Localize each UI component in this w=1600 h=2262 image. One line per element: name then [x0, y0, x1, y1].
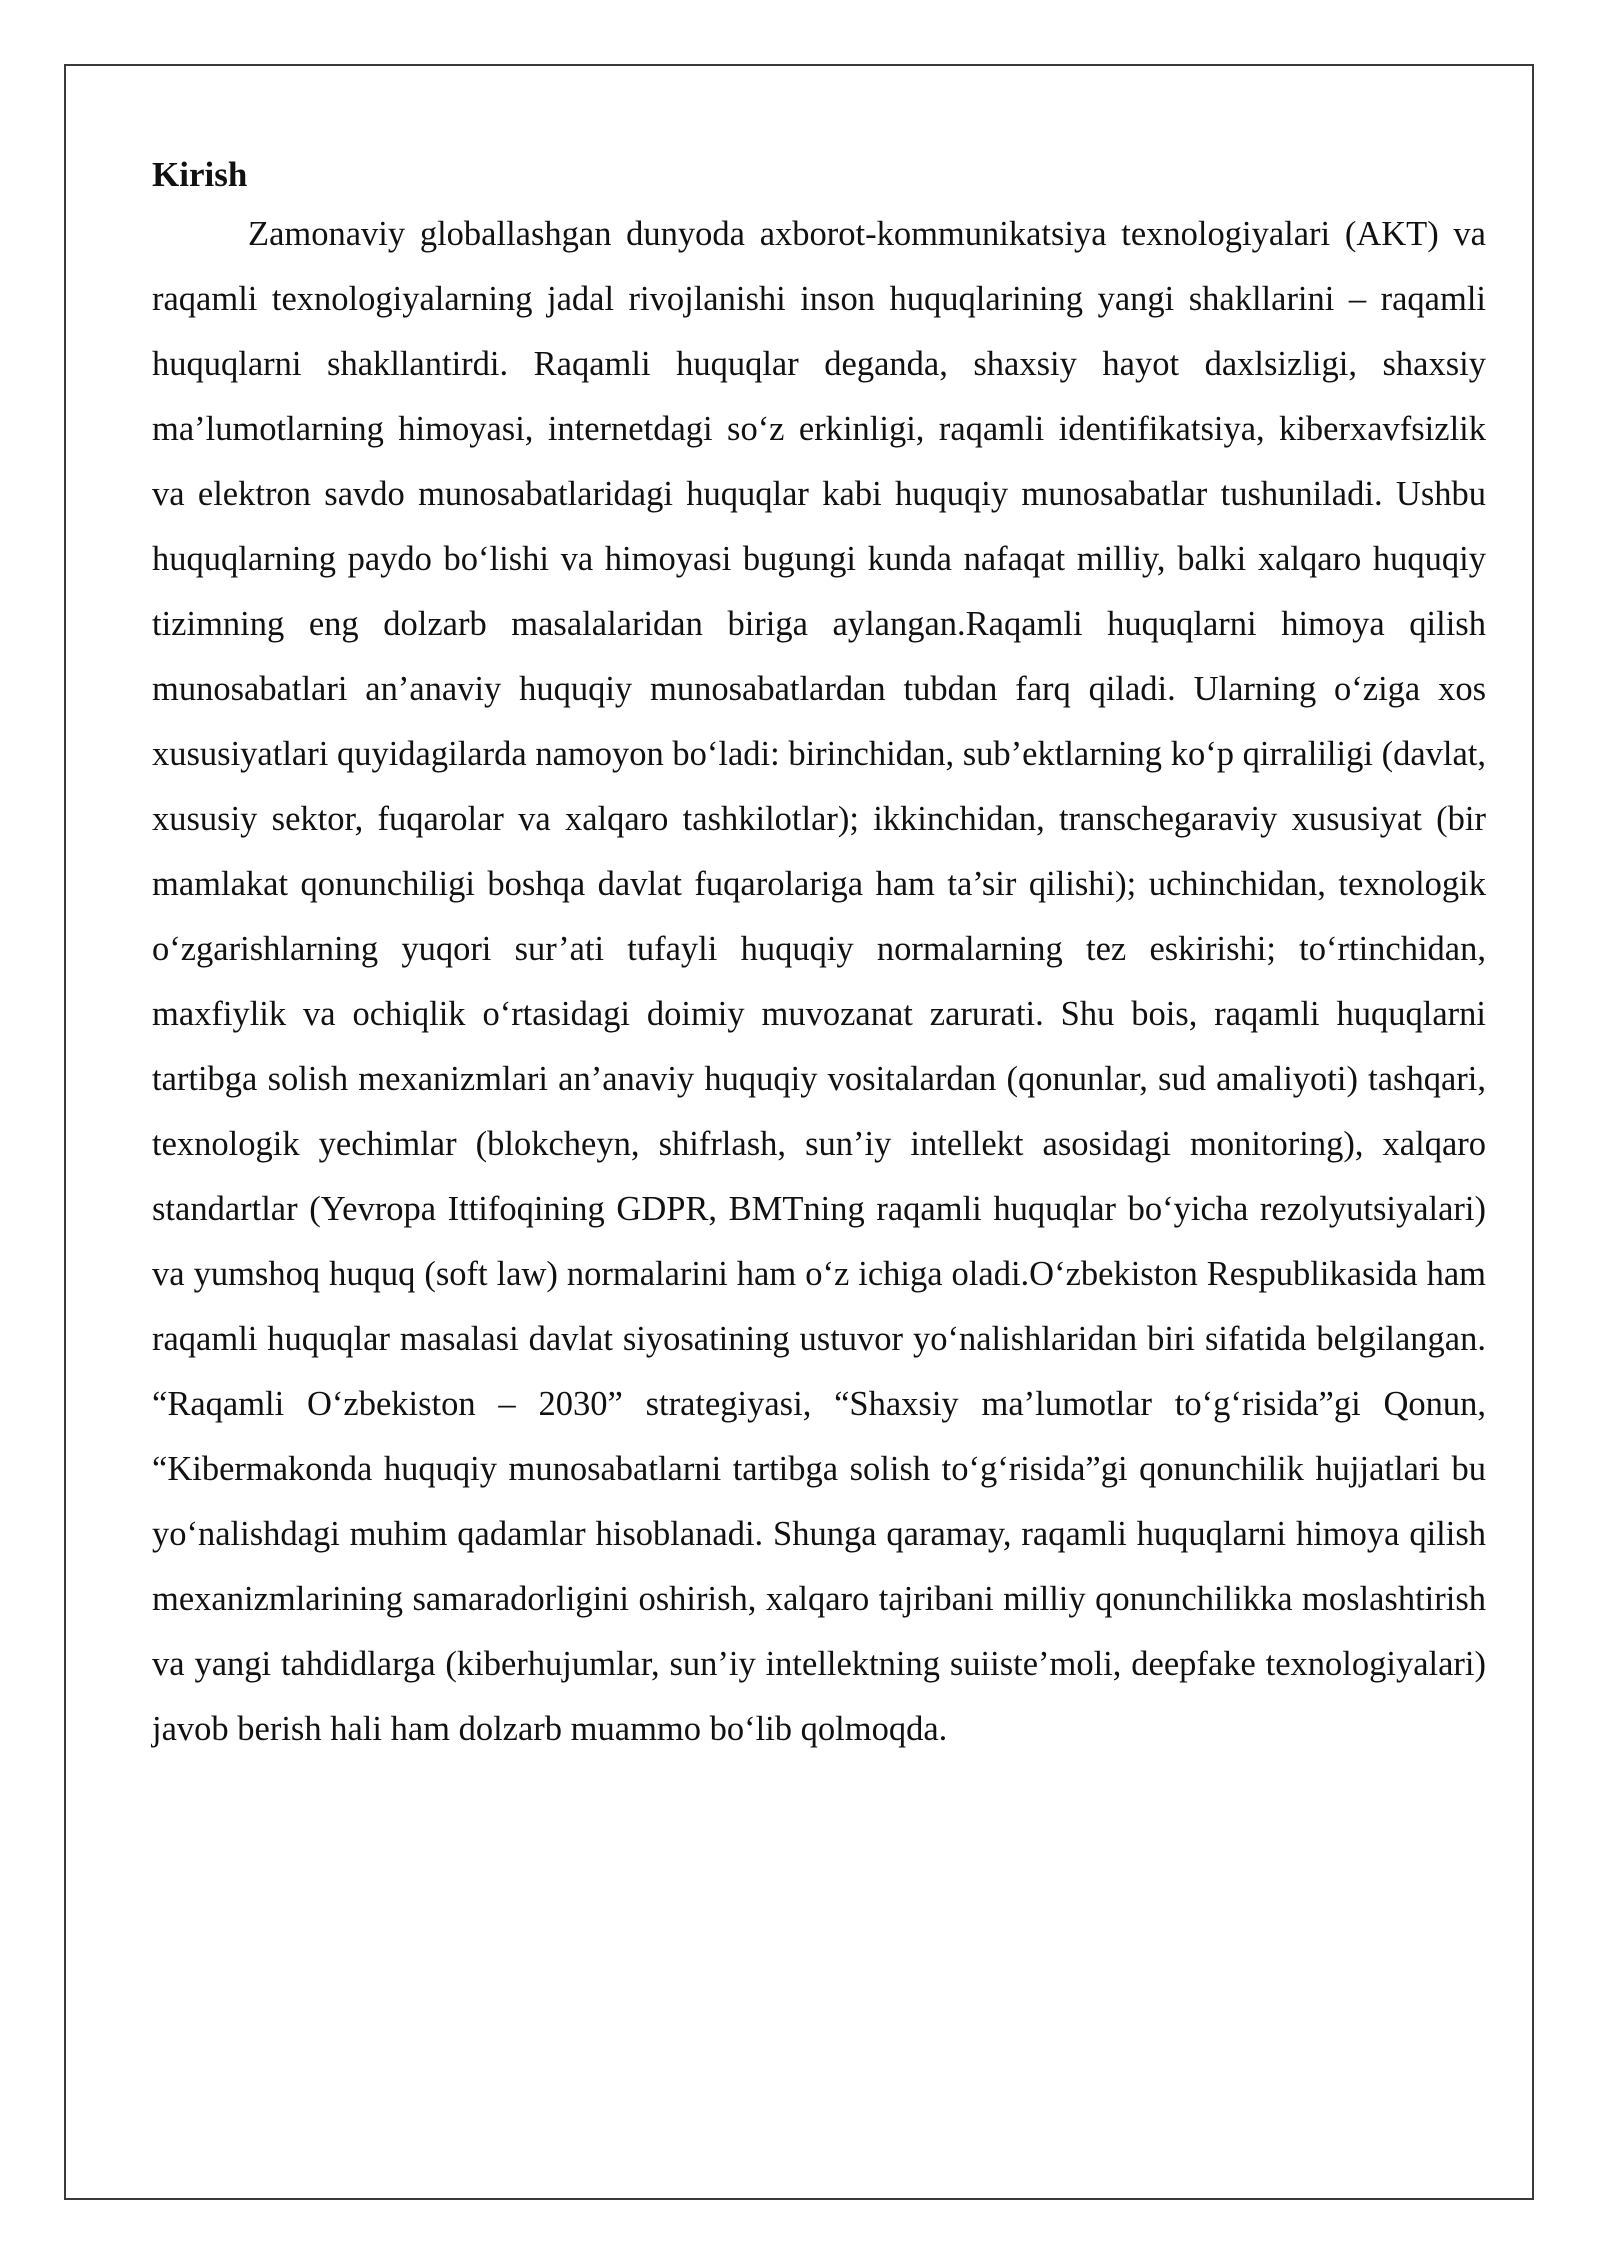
section-heading: Kirish [152, 155, 248, 194]
document-body [152, 148, 1486, 1762]
body-paragraph: Zamonaviy globallashgan dunyoda axborot-kommunikatsiya texnologiyalari (AKT) va raqamli texnologiyalarning jadal rivojlanishi inson huquqlarining yangi shakllarini – raqamli huquqlarni shakllantirdi. Raqamli huquqlar deganda, shaxsiy hayot daxlsizligi, shaxsiy ma’lumotlarning himoyasi, internetdagi so‘z erkinligi, raqamli identifikatsiya, kiberxavfsizlik va elektron savdo munosabatlaridagi huquqlar kabi huquqiy munosabatlar tushuniladi. Ushbu huquqlarning paydo bo‘lishi va himoyasi bugungi kunda nafaqat milliy, balki xalqaro huquqiy tizimning eng dolzarb masalalaridan biriga aylangan.Raqamli huquqlarni himoya qilish munosabatlari an’anaviy huquqiy munosabatlardan tubdan farq qiladi. Ularning o‘ziga xos xususiyatlari quyidagilarda namoyon bo‘ladi: birinchidan, sub’ektlarning ko‘p qirraliligi (davlat, xususiy sektor, fuqarolar va xalqaro tashkilotlar); ikkinchidan, transchegaraviy xususiyat (bir mamlakat qonunchiligi boshqa davlat fuqarolariga ham ta’sir qilishi); uchinchidan, texnologik o‘zgarishlarning yuqori sur’ati tufayli huquqiy normalarning tez eskirishi; to‘rtinchidan, maxfiylik va ochiqlik o‘rtasidagi doimiy muvozanat zarurati. Shu bois, raqamli huquqlarni tartibga solish mexanizmlari an’anaviy huquqiy vositalardan (qonunlar, sud amaliyoti) tashqari, texnologik yechimlar (blokcheyn, shifrlash, sun’iy intellekt asosidagi monitoring), xalqaro standartlar (Yevropa Ittifoqining GDPR, BMTning raqamli huquqlar bo‘yicha rezolyutsiyalari) va yumshoq huquq (soft law) normalarini ham o‘z ichiga oladi.O‘zbekiston Respublikasida ham raqamli huquqlar masalasi davlat siyosatining ustuvor yo‘nalishlaridan biri sifatida belgilangan. “Raqamli O‘zbekiston – 2030” strategiyasi, “Shaxsiy ma’lumotlar to‘g‘risida”gi Qonun, “Kibermakonda huquqiy munosabatlarni tartibga solish to‘g‘risida”gi qonunchilik hujjatlari bu yo‘nalishdagi muhim qadamlar hisoblanadi. Shunga qaramay, raqamli huquqlarni himoya qilish mexanizmlarining samaradorligini oshirish, xalqaro tajribani milliy qonunchilikka moslashtirish va yangi tahdidlarga (kiberhujumlar, sun’iy intellektning suiiste’moli, deepfake texnologiyalari) javob berish hali ham dolzarb muammo bo‘lib qolmoqda. [152, 215, 1486, 1748]
